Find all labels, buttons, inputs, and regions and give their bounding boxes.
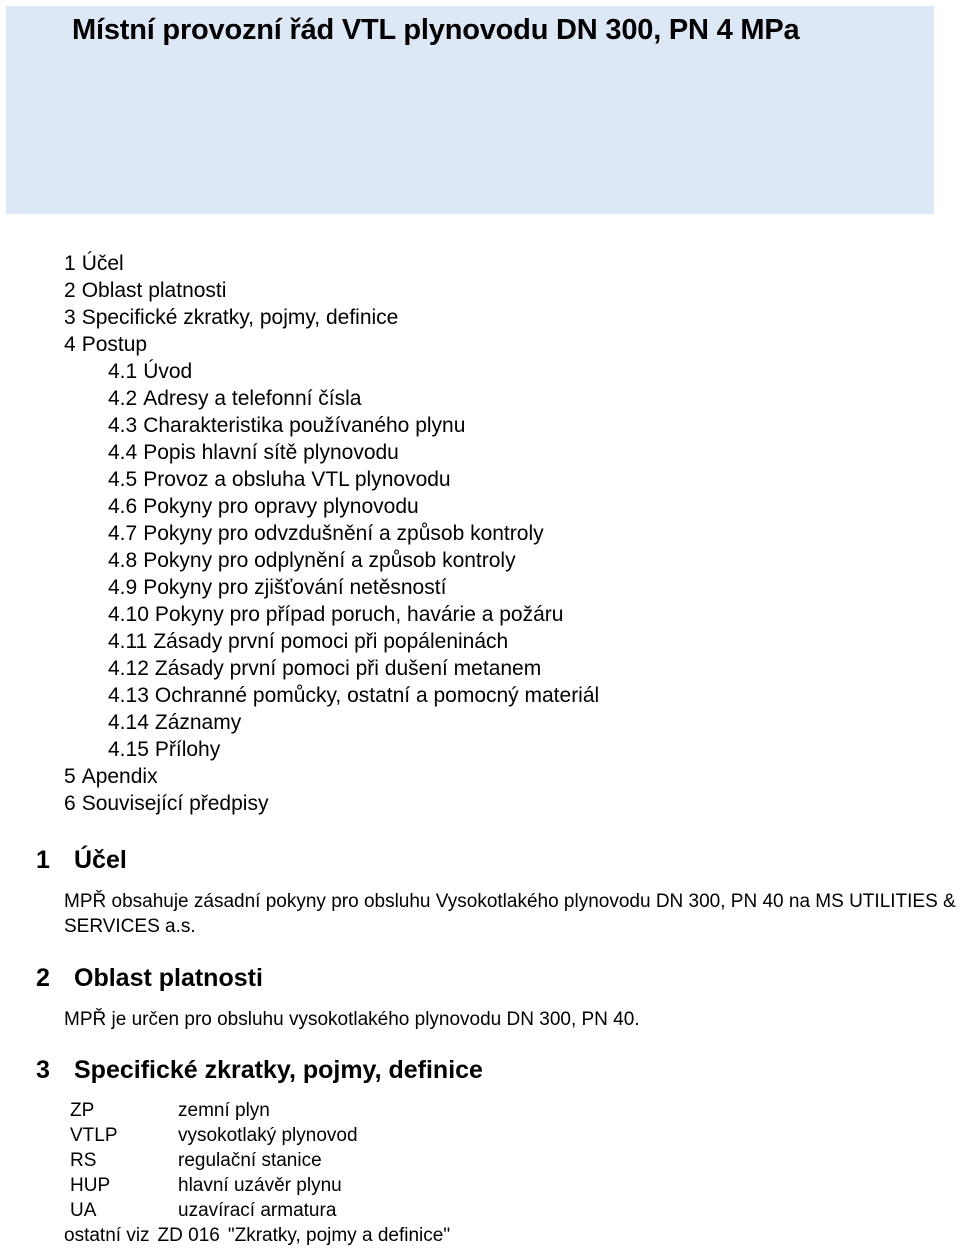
section-title: Účel <box>74 846 127 874</box>
toc-item-number: 4.6 <box>108 495 138 518</box>
abbreviation-code: UA <box>70 1200 97 1221</box>
section-title: Oblast platnosti <box>74 964 263 992</box>
toc-item-number: 3 <box>64 306 76 329</box>
section-2-heading <box>36 964 263 993</box>
title-banner <box>6 6 934 214</box>
toc-item[interactable] <box>64 466 599 493</box>
toc-item-label: Popis hlavní sítě plynovodu <box>143 441 399 464</box>
toc-item-label: Pokyny pro zjišťování netěsností <box>143 576 447 599</box>
document-title: Místní provozní řád VTL plynovodu DN 300, PN 4 MPa <box>72 14 800 46</box>
toc-item-label: Pokyny pro odvzdušnění a způsob kontroly <box>143 522 544 545</box>
toc-item-label: Zásady první pomoci při popáleninách <box>153 630 509 653</box>
abbreviation-row <box>70 1198 358 1223</box>
toc-item-number: 4.4 <box>108 441 138 464</box>
toc-item-label: Pokyny pro odplynění a způsob kontroly <box>143 549 516 572</box>
toc-item[interactable] <box>64 655 599 682</box>
toc-item[interactable] <box>64 682 599 709</box>
toc-item-number: 4.11 <box>108 630 148 653</box>
toc-item-label: Adresy a telefonní čísla <box>143 387 362 410</box>
section-3-heading <box>36 1056 483 1085</box>
toc-item[interactable] <box>64 277 599 304</box>
toc-item[interactable] <box>64 601 599 628</box>
abbreviation-code: RS <box>70 1150 97 1171</box>
toc-item-label: Úvod <box>143 360 193 383</box>
toc-item-number: 4.3 <box>108 414 138 437</box>
toc-item-number: 1 <box>64 252 76 275</box>
toc-item-label: Specifické zkratky, pojmy, definice <box>81 306 399 329</box>
toc-item[interactable] <box>64 250 599 277</box>
toc-item-number: 4.13 <box>108 684 149 707</box>
toc-item-number: 5 <box>64 765 76 788</box>
toc-item-number: 4 <box>64 333 76 356</box>
toc-item-number: 4.10 <box>108 603 149 626</box>
toc-item-number: 4.7 <box>108 522 138 545</box>
toc-item-number: 4.12 <box>108 657 149 680</box>
abbreviation-code: VTLP <box>70 1125 118 1146</box>
toc-item-number: 4.8 <box>108 549 138 572</box>
toc-item-number: 6 <box>64 792 76 815</box>
toc-item-label: Související předpisy <box>81 792 269 815</box>
toc-item[interactable] <box>64 547 599 574</box>
toc-item-label: Účel <box>81 252 124 275</box>
section-1-heading <box>36 846 127 875</box>
toc-item[interactable] <box>64 736 599 763</box>
section-2-text: MPŘ je určen pro obsluhu vysokotlakého plynovodu DN 300, PN 40. <box>64 1009 640 1030</box>
toc-item-label: Pokyny pro případ poruch, havárie a požáru <box>154 603 564 626</box>
section-number: 2 <box>36 964 50 992</box>
abbreviation-meaning: zemní plyn <box>178 1100 270 1121</box>
section-number: 3 <box>36 1056 50 1084</box>
toc-item[interactable] <box>64 331 599 358</box>
toc-item-label: Ochranné pomůcky, ostatní a pomocný materiál <box>154 684 600 707</box>
toc-item-label: Apendix <box>81 765 158 788</box>
toc-item-label: Postup <box>81 333 148 356</box>
toc-item[interactable] <box>64 304 599 331</box>
abbreviation-list <box>70 1098 358 1223</box>
other-ref-title: "Zkratky, pojmy a definice" <box>227 1225 451 1246</box>
toc-item-label: Pokyny pro opravy plynovodu <box>143 495 419 518</box>
toc-item[interactable] <box>64 763 599 790</box>
abbreviation-meaning: vysokotlaký plynovod <box>178 1125 358 1146</box>
toc-item[interactable] <box>64 385 599 412</box>
other-ref-code: ZD 016 <box>157 1225 220 1246</box>
table-of-contents <box>64 250 599 817</box>
toc-item[interactable] <box>64 790 599 817</box>
abbreviation-row <box>70 1098 358 1123</box>
toc-item[interactable] <box>64 520 599 547</box>
abbreviation-row <box>70 1173 358 1198</box>
toc-item[interactable] <box>64 709 599 736</box>
abbreviation-meaning: uzavírací armatura <box>178 1200 337 1221</box>
toc-item[interactable] <box>64 574 599 601</box>
section-1-text: MPŘ obsahuje zásadní pokyny pro obsluhu Vysokotlakého plynovodu DN 300, PN 40 na MS UTILITIES & SERVICES a.s. <box>64 891 956 937</box>
toc-item[interactable] <box>64 358 599 385</box>
other-reference <box>64 1223 458 1248</box>
abbreviation-meaning: hlavní uzávěr plynu <box>178 1175 342 1196</box>
toc-item[interactable] <box>64 412 599 439</box>
toc-item-number: 4.5 <box>108 468 138 491</box>
toc-item-number: 4.1 <box>108 360 138 383</box>
abbreviation-code: HUP <box>70 1175 111 1196</box>
toc-item-label: Zásady první pomoci při dušení metanem <box>154 657 542 680</box>
toc-item-label: Charakteristika používaného plynu <box>143 414 466 437</box>
abbreviation-code: ZP <box>70 1100 95 1121</box>
section-number: 1 <box>36 846 50 874</box>
toc-item-number: 4.14 <box>108 711 149 734</box>
toc-item[interactable] <box>64 493 599 520</box>
toc-item-label: Záznamy <box>154 711 242 734</box>
toc-item-number: 4.9 <box>108 576 138 599</box>
other-prefix: ostatní viz <box>64 1225 150 1246</box>
toc-item-label: Oblast platnosti <box>81 279 227 302</box>
abbreviation-meaning: regulační stanice <box>178 1150 322 1171</box>
toc-item-number: 2 <box>64 279 76 302</box>
abbreviation-row <box>70 1148 358 1173</box>
toc-item-number: 4.15 <box>108 738 149 761</box>
toc-item-label: Provoz a obsluha VTL plynovodu <box>143 468 451 491</box>
toc-item-number: 4.2 <box>108 387 138 410</box>
toc-item[interactable] <box>64 628 599 655</box>
toc-item-label: Přílohy <box>154 738 221 761</box>
section-title: Specifické zkratky, pojmy, definice <box>74 1056 483 1084</box>
toc-item[interactable] <box>64 439 599 466</box>
abbreviation-row <box>70 1123 358 1148</box>
